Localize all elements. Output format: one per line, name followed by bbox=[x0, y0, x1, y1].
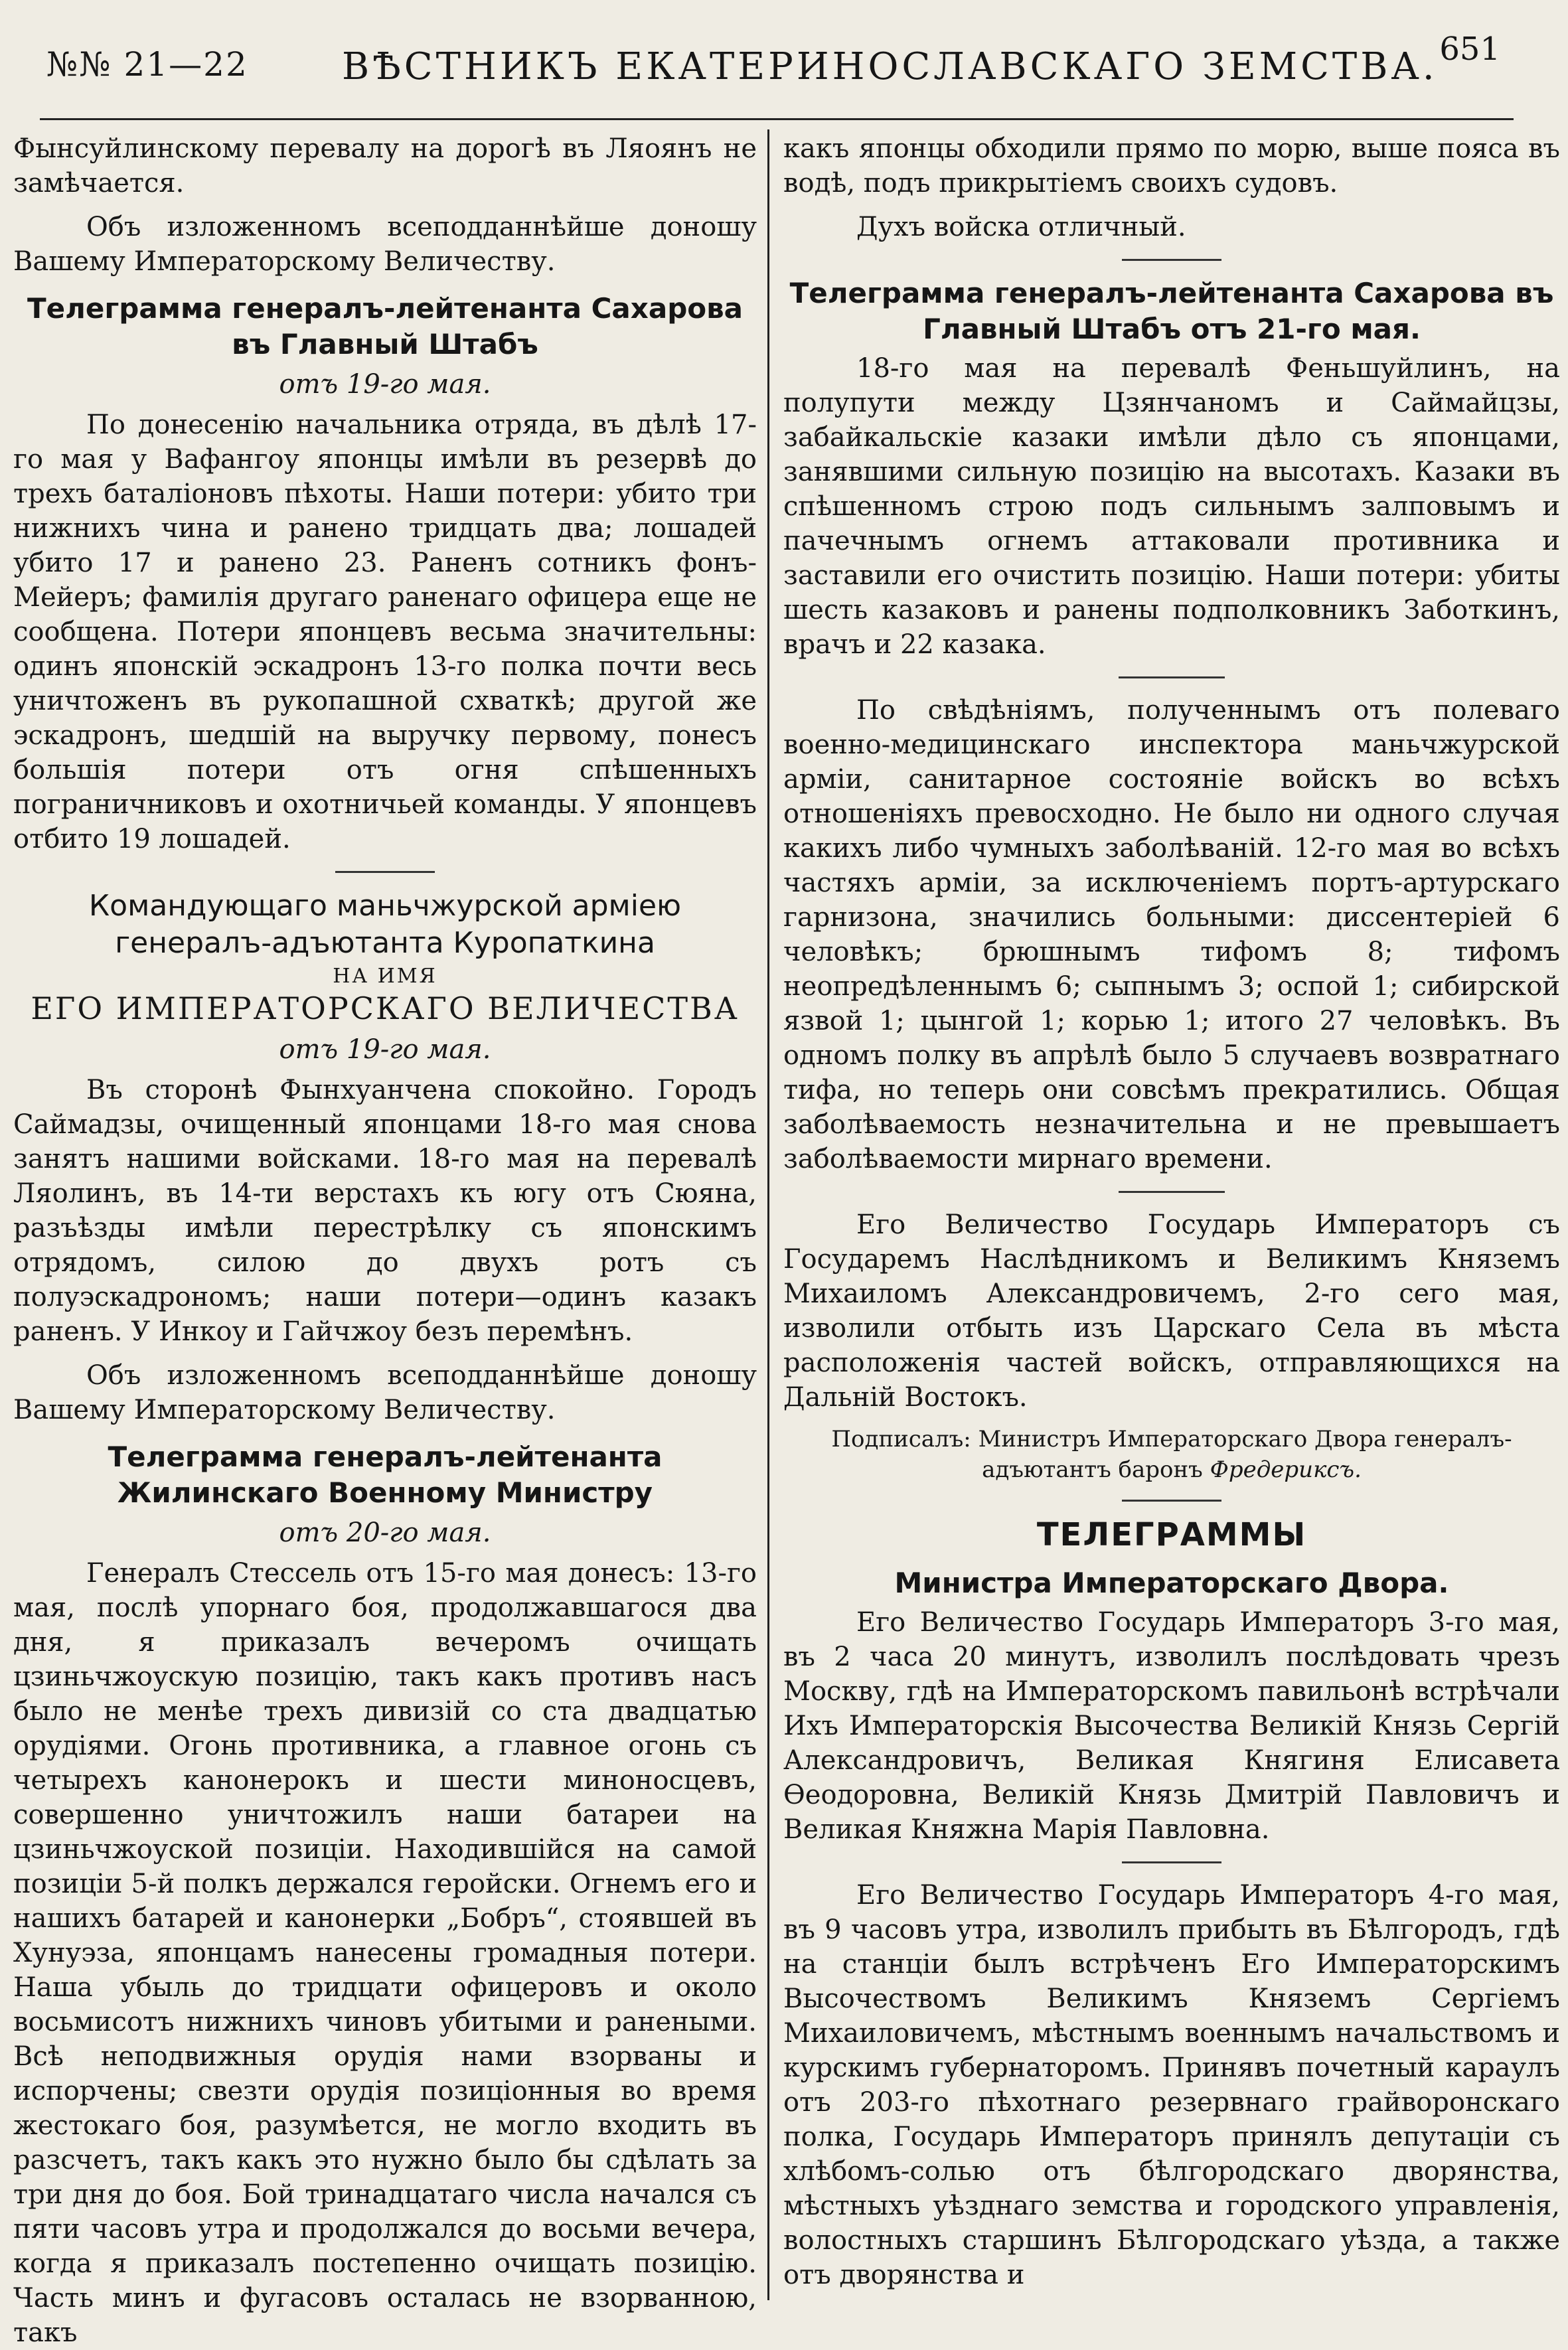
signature-prefix: Подписалъ: Министръ Императорскаго Двора генералъ-адъютантъ баронъ bbox=[831, 1426, 1512, 1483]
belgorod-telegram-text: Его Величество Государь Императоръ 4-го мая, въ 9 часовъ утра, изволилъ прибыть въ Бѣлгородъ, гдѣ на станціи былъ встрѣченъ Его Императорскимъ Высочествомъ Великимъ Княземъ Сергіемъ Михаиловичемъ, мѣстнымъ военнымъ начальствомъ и курскимъ губернаторомъ. Принявъ почетный караулъ отъ 203-го пѣхотнаго резервнаго грайворонскаго полка, Государь Императоръ принялъ депутаціи съ хлѣбомъ-солью отъ бѣлгородскаго дворянства, мѣстныхъ уѣзднаго земства и городского управленія, волостныхъ старшинъ Бѣлгородскаго уѣзда, а также отъ дворянства и bbox=[783, 1880, 1560, 2290]
kuropatkin-report-title: Командующаго маньчжурской арміею генералъ-адъютанта Куропаткина bbox=[88, 889, 682, 960]
left-continuation-paragraph: Фынсуйлинскому перевалу на дорогѣ въ Ляоянъ не замѣчается. bbox=[13, 133, 757, 198]
moscow-telegram-text: Его Величество Государь Императоръ 3-го мая, въ 2 часа 20 минутъ, изволилъ послѣдовать чрезъ Москву, гдѣ на Императорскомъ павильонѣ встрѣчали Ихъ Императорскія Высочества Великій Князь Сергій Александровичъ, Великая Княгиня Елисавета Ѳеодоровна, Великій Князь Дмитрій Павловичъ и Великая Княжна Марія Павловна. bbox=[783, 1607, 1560, 1845]
right-spirit-line: Духъ войска отличный. bbox=[856, 212, 1186, 242]
telegrams-subheading: Министра Императорскаго Двора. bbox=[894, 1567, 1449, 1599]
kuropatkin-report-date: отъ 19-го мая. bbox=[279, 1034, 491, 1065]
kuropatkin-report-text: Въ сторонѣ Фынхуанчена спокойно. Городъ Саймадзы, очищенный японцами 18-го мая снова занятъ нашими войсками. 18-го мая на перевалѣ Ляолинъ, въ 14-ти верстахъ къ югу отъ Сюяна, разъѣзды имѣли перестрѣлку съ японскимъ отрядомъ, силою до двухъ ротъ съ полуэскадрономъ; наши потери—одинъ казакъ раненъ. У Инкоу и Гайчжоу безъ перемѣнъ. bbox=[13, 1075, 757, 1347]
sakharov-telegram-title: Телеграмма генералъ-лейтенанта Сахарова въ Главный Штабъ bbox=[27, 292, 744, 360]
sakharov-telegram-text: По донесенію начальника отряда, въ дѣлѣ 17-го мая у Вафангоу японцы имѣли въ резервѣ до трехъ баталіоновъ пѣхоты. Наши потери: убито три нижнихъ чина и ранено тридцать два; лошадей убито 17 и ранено 23. Раненъ сотникъ фонъ-Мейеръ; фамилія другаго раненаго офицера еще не сообщена. Потери японцевъ весьма значительны: одинъ японскій эскадронъ 13-го полка почти весь уничтоженъ въ рукопашной схваткѣ; другой же эскадронъ, шедшій на выручку первому, понесъ большія потери отъ огня спѣшенныхъ пограничниковъ и охотничьей команды. У японцевъ отбито 19 лошадей. bbox=[13, 410, 757, 854]
section-rule bbox=[1122, 1500, 1221, 1502]
section-rule bbox=[1122, 259, 1221, 261]
right-continuation-paragraph: какъ японцы обходили прямо по морю, выше пояса въ водѣ, подъ прикрытіемъ своихъ судовъ. bbox=[783, 133, 1560, 198]
sakharov-21-telegram-title: Телеграмма генералъ-лейтенанта Сахарова въ Главный Штабъ отъ 21-го мая. bbox=[789, 277, 1554, 345]
kuropatkin-addressee-label: НА ИМЯ bbox=[333, 965, 437, 988]
zhilinsky-telegram-title: Телеграмма генералъ-лейтенанта Жилинскаго Военному Министру bbox=[108, 1441, 663, 1509]
page-header bbox=[40, 25, 1514, 98]
telegrams-heading: ТЕЛЕГРАММЫ bbox=[1036, 1516, 1307, 1553]
journal-title: ВѢСТНИКЪ ЕКАТЕРИНОСЛАВСКАГО ЗЕМСТВА. bbox=[342, 45, 1438, 88]
right-column bbox=[783, 131, 1560, 2296]
signature-name: Фредериксъ. bbox=[1210, 1456, 1362, 1483]
imperial-departure-text: Его Величество Государь Императоръ съ Государемъ Наслѣдникомъ и Великимъ Княземъ Михаиломъ Александровичемъ, 2-го сего мая, изволили отбыть изъ Царскаго Села въ мѣста расположенія частей войскъ, отправляющихся на Дальній Востокъ. bbox=[783, 1210, 1560, 1413]
section-rule bbox=[335, 871, 435, 873]
kuropatkin-report-closing: Объ изложенномъ всеподданнѣйше доношу Вашему Императорскому Величеству. bbox=[13, 1360, 757, 1425]
issue-number: №№ 21—22 bbox=[46, 45, 248, 84]
zhilinsky-telegram-text: Генералъ Стессель отъ 15-го мая донесъ: 13-го мая, послѣ упорнаго боя, продолжавшагося два дня, я приказалъ вечеромъ очищать цзиньчжоускую позицію, такъ какъ противъ насъ было не менѣе трехъ дивизій со ста двадцатью орудіями. Огонь противника, а главное огонь съ четырехъ канонерокъ и шести миноносцевъ, совершенно уничтожилъ наши батареи на цзиньчжоуской позиціи. Находившійся на самой позиціи 5-й полкъ держался геройски. Огнемъ его и нашихъ батарей и канонерки „Бобръ“, стоявшей въ Хунуэза, японцамъ нанесены громадныя потери. Наша убыль до тридцати офицеровъ и около восьмисотъ нижнихъ чиновъ убитыми и ранеными. Всѣ неподвижныя орудія нами взорваны и испорчены; свезти орудія позиціонныя во время жестокаго боя, разумѣется, не могло входить въ разсчетъ, такъ какъ это нужно было бы сдѣлать за три дня до боя. Бой тринадцатаго числа начался съ пяти часовъ утра и продолжался до восьми вечера, когда я приказалъ постепенно очищать позицію. Часть минъ и фугасовъ осталась не взорванною, такъ bbox=[13, 1558, 757, 2348]
section-rule bbox=[1119, 1191, 1225, 1193]
medical-report-text: По свѣдѣніямъ, полученнымъ отъ полеваго военно-медицинскаго инспектора маньчжурской арміи, санитарное состояніе войскъ во всѣхъ отношеніяхъ превосходно. Не было ни одного случая какихъ либо чумныхъ заболѣваній. 12-го мая во всѣхъ частяхъ арміи, за исключеніемъ портъ-артурскаго гарнизона, значились больными: диссентеріей 6 человѣкъ; брюшнымъ тифомъ 8; тифомъ неопредѣленнымъ 6; сыпнымъ 3; оспой 1; сибирской язвой 1; цынгой 1; корью 1; итого 27 человѣкъ. Въ одномъ полку въ апрѣлѣ было 5 случаевъ возвратнаго тифа, но теперь они совсѣмъ прекратились. Общая заболѣваемость незначительна и не превышаетъ заболѣваемости мирнаго времени. bbox=[783, 695, 1560, 1174]
zhilinsky-telegram-date: отъ 20-го мая. bbox=[279, 1518, 491, 1548]
left-closing-paragraph: Объ изложенномъ всеподданнѣйше доношу Вашему Императорскому Величеству. bbox=[13, 212, 757, 277]
sakharov-21-telegram-text: 18-го мая на перевалѣ Феньшуйлинъ, на полупути между Цзянчаномъ и Саймайцзы, забайкальскіе казаки имѣли дѣло съ японцами, занявшими сильную позицію на высотахъ. Казаки въ спѣшенномъ строю подъ сильнымъ залповымъ и пачечнымъ огнемъ аттаковали противника и заставили его очистить позицію. Наши потери: убиты шесть казаковъ и ранены подполковникъ Заботкинъ, врачъ и 22 казака. bbox=[783, 353, 1560, 660]
signature-line bbox=[783, 1424, 1560, 1485]
section-rule bbox=[1119, 676, 1225, 678]
page-number: 651 bbox=[1439, 31, 1500, 68]
sakharov-telegram-date: отъ 19-го мая. bbox=[279, 369, 491, 400]
section-rule bbox=[1122, 1861, 1221, 1863]
column-divider bbox=[767, 129, 769, 2300]
kuropatkin-addressee: ЕГО ИМПЕРАТОРСКАГО ВЕЛИЧЕСТВА bbox=[31, 990, 740, 1026]
header-rule bbox=[40, 118, 1514, 120]
left-column bbox=[13, 131, 757, 2348]
